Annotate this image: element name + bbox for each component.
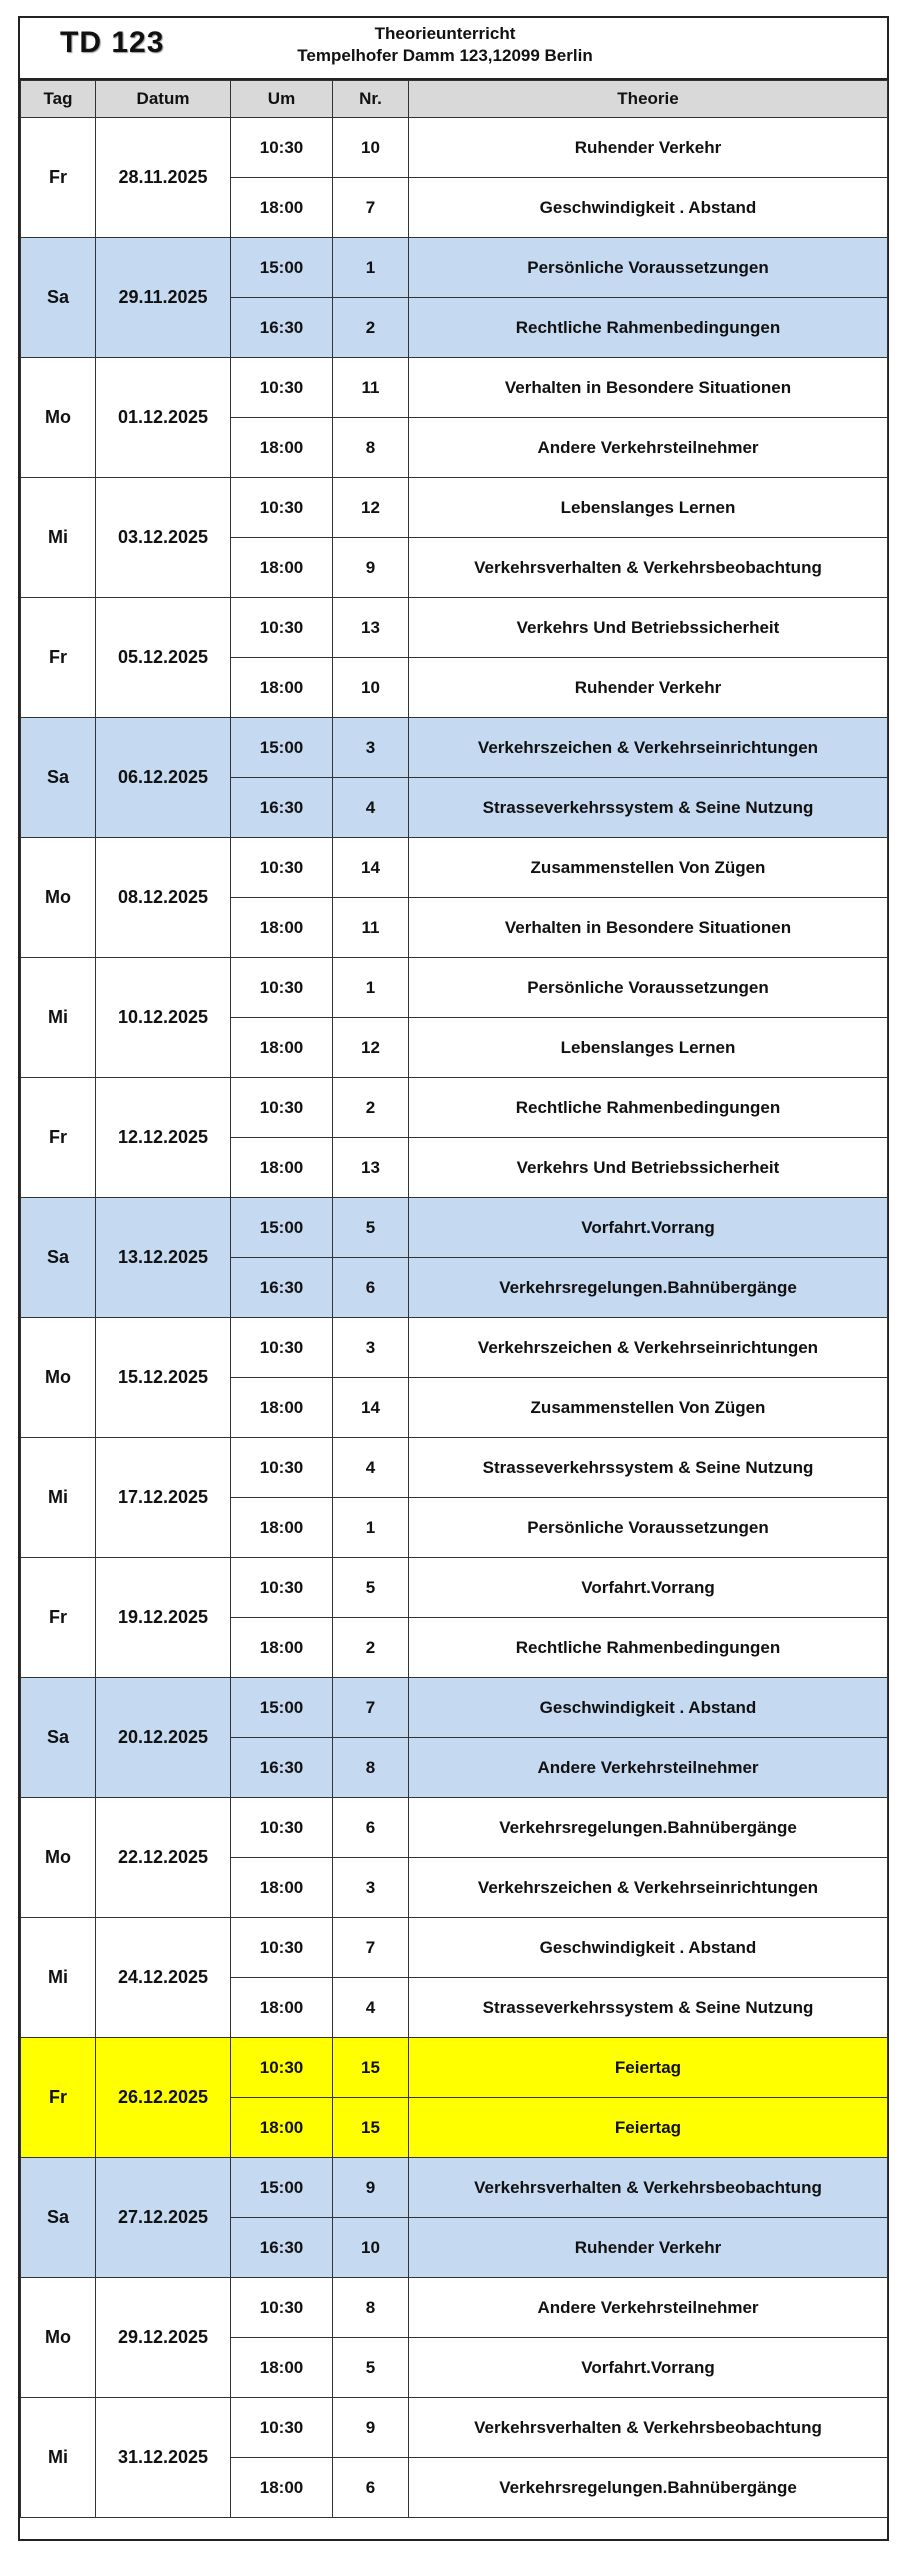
cell-um: 10:30 [231, 478, 333, 538]
cell-datum: 06.12.2025 [96, 718, 231, 838]
cell-nr: 7 [333, 178, 409, 238]
cell-theorie: Verkehrszeichen & Verkehrseinrichtungen [409, 1318, 888, 1378]
cell-theorie: Andere Verkehrsteilnehmer [409, 2278, 888, 2338]
cell-datum: 15.12.2025 [96, 1318, 231, 1438]
cell-nr: 4 [333, 1978, 409, 2038]
table-row [21, 1678, 888, 1738]
table-row [21, 1798, 888, 1858]
cell-um: 10:30 [231, 1078, 333, 1138]
cell-datum: 10.12.2025 [96, 958, 231, 1078]
cell-nr: 11 [333, 898, 409, 958]
cell-theorie: Vorfahrt.Vorrang [409, 1558, 888, 1618]
table-row [21, 2398, 888, 2458]
cell-theorie: Verkehrsregelungen.Bahnübergänge [409, 1258, 888, 1318]
cell-theorie: Verkehrsverhalten & Verkehrsbeobachtung [409, 2398, 888, 2458]
cell-nr: 8 [333, 2278, 409, 2338]
cell-um: 16:30 [231, 298, 333, 358]
cell-tag: Mi [21, 1918, 96, 2038]
cell-um: 10:30 [231, 2278, 333, 2338]
cell-datum: 31.12.2025 [96, 2398, 231, 2518]
cell-datum: 17.12.2025 [96, 1438, 231, 1558]
cell-um: 18:00 [231, 1858, 333, 1918]
cell-um: 10:30 [231, 1558, 333, 1618]
cell-datum: 05.12.2025 [96, 598, 231, 718]
cell-tag: Mo [21, 838, 96, 958]
cell-um: 18:00 [231, 538, 333, 598]
table-row [21, 1318, 888, 1378]
cell-theorie: Persönliche Voraussetzungen [409, 1498, 888, 1558]
column-header-datum: Datum [96, 81, 231, 118]
cell-nr: 2 [333, 298, 409, 358]
cell-nr: 11 [333, 358, 409, 418]
cell-nr: 7 [333, 1678, 409, 1738]
cell-datum: 03.12.2025 [96, 478, 231, 598]
cell-um: 10:30 [231, 1798, 333, 1858]
cell-datum: 28.11.2025 [96, 118, 231, 238]
cell-nr: 14 [333, 1378, 409, 1438]
cell-datum: 19.12.2025 [96, 1558, 231, 1678]
cell-nr: 3 [333, 1858, 409, 1918]
cell-um: 10:30 [231, 1918, 333, 1978]
table-row [21, 1198, 888, 1258]
cell-nr: 6 [333, 1798, 409, 1858]
cell-um: 18:00 [231, 418, 333, 478]
cell-nr: 12 [333, 478, 409, 538]
cell-tag: Fr [21, 598, 96, 718]
cell-datum: 22.12.2025 [96, 1798, 231, 1918]
cell-um: 10:30 [231, 838, 333, 898]
cell-nr: 7 [333, 1918, 409, 1978]
cell-um: 10:30 [231, 958, 333, 1018]
cell-theorie: Verkehrszeichen & Verkehrseinrichtungen [409, 1858, 888, 1918]
cell-tag: Fr [21, 2038, 96, 2158]
cell-nr: 9 [333, 2398, 409, 2458]
cell-theorie: Verkehrsverhalten & Verkehrsbeobachtung [409, 538, 888, 598]
cell-nr: 2 [333, 1078, 409, 1138]
cell-um: 18:00 [231, 1378, 333, 1438]
cell-nr: 10 [333, 118, 409, 178]
cell-um: 10:30 [231, 2038, 333, 2098]
table-row [21, 1078, 888, 1138]
cell-nr: 4 [333, 1438, 409, 1498]
cell-theorie: Lebenslanges Lernen [409, 1018, 888, 1078]
cell-tag: Mi [21, 1438, 96, 1558]
cell-nr: 1 [333, 958, 409, 1018]
cell-nr: 13 [333, 1138, 409, 1198]
cell-um: 10:30 [231, 1318, 333, 1378]
cell-theorie: Zusammenstellen Von Zügen [409, 838, 888, 898]
cell-theorie: Ruhender Verkehr [409, 2218, 888, 2278]
cell-nr: 8 [333, 418, 409, 478]
cell-um: 18:00 [231, 178, 333, 238]
cell-theorie: Strasseverkehrssystem & Seine Nutzung [409, 1438, 888, 1498]
cell-datum: 27.12.2025 [96, 2158, 231, 2278]
cell-um: 18:00 [231, 1138, 333, 1198]
cell-theorie: Persönliche Voraussetzungen [409, 238, 888, 298]
cell-um: 15:00 [231, 1198, 333, 1258]
table-row [21, 718, 888, 778]
cell-tag: Mo [21, 1318, 96, 1438]
cell-tag: Mi [21, 2398, 96, 2518]
cell-um: 18:00 [231, 1978, 333, 2038]
cell-tag: Fr [21, 1078, 96, 1198]
cell-nr: 14 [333, 838, 409, 898]
column-header-tag: Tag [21, 81, 96, 118]
cell-theorie: Feiertag [409, 2098, 888, 2158]
cell-tag: Sa [21, 1678, 96, 1798]
cell-datum: 01.12.2025 [96, 358, 231, 478]
column-header-um: Um [231, 81, 333, 118]
cell-nr: 10 [333, 658, 409, 718]
cell-um: 10:30 [231, 358, 333, 418]
table-row [21, 598, 888, 658]
address: Tempelhofer Damm 123,12099 Berlin [297, 46, 593, 65]
schedule-table [20, 80, 888, 2518]
cell-um: 10:30 [231, 2398, 333, 2458]
cell-um: 10:30 [231, 598, 333, 658]
cell-theorie: Ruhender Verkehr [409, 658, 888, 718]
cell-datum: 26.12.2025 [96, 2038, 231, 2158]
cell-theorie: Verkehrs Und Betriebssicherheit [409, 598, 888, 658]
cell-theorie: Ruhender Verkehr [409, 118, 888, 178]
cell-um: 15:00 [231, 2158, 333, 2218]
cell-um: 15:00 [231, 238, 333, 298]
schedule-body [21, 118, 888, 2518]
page-title: Theorieunterricht [374, 24, 516, 43]
cell-datum: 12.12.2025 [96, 1078, 231, 1198]
cell-nr: 6 [333, 2458, 409, 2518]
cell-theorie: Andere Verkehrsteilnehmer [409, 1738, 888, 1798]
cell-um: 18:00 [231, 2098, 333, 2158]
cell-theorie: Feiertag [409, 2038, 888, 2098]
table-row [21, 958, 888, 1018]
cell-theorie: Andere Verkehrsteilnehmer [409, 418, 888, 478]
cell-nr: 4 [333, 778, 409, 838]
table-row [21, 358, 888, 418]
cell-um: 18:00 [231, 1018, 333, 1078]
cell-theorie: Verkehrsregelungen.Bahnübergänge [409, 2458, 888, 2518]
cell-um: 10:30 [231, 118, 333, 178]
cell-nr: 5 [333, 1558, 409, 1618]
cell-datum: 20.12.2025 [96, 1678, 231, 1798]
cell-datum: 24.12.2025 [96, 1918, 231, 2038]
cell-nr: 1 [333, 1498, 409, 1558]
cell-nr: 2 [333, 1618, 409, 1678]
cell-nr: 10 [333, 2218, 409, 2278]
cell-theorie: Geschwindigkeit . Abstand [409, 178, 888, 238]
cell-tag: Sa [21, 2158, 96, 2278]
cell-tag: Sa [21, 238, 96, 358]
cell-theorie: Zusammenstellen Von Zügen [409, 1378, 888, 1438]
cell-um: 18:00 [231, 2338, 333, 2398]
cell-nr: 3 [333, 718, 409, 778]
cell-theorie: Rechtliche Rahmenbedingungen [409, 1618, 888, 1678]
table-row [21, 1438, 888, 1498]
cell-nr: 8 [333, 1738, 409, 1798]
page-header [20, 18, 887, 80]
logo: TD 123 [60, 26, 165, 59]
table-row [21, 2158, 888, 2218]
cell-theorie: Geschwindigkeit . Abstand [409, 1918, 888, 1978]
cell-um: 18:00 [231, 658, 333, 718]
cell-theorie: Strasseverkehrssystem & Seine Nutzung [409, 778, 888, 838]
cell-datum: 29.11.2025 [96, 238, 231, 358]
cell-tag: Mo [21, 2278, 96, 2398]
cell-theorie: Strasseverkehrssystem & Seine Nutzung [409, 1978, 888, 2038]
cell-nr: 9 [333, 538, 409, 598]
cell-theorie: Vorfahrt.Vorrang [409, 1198, 888, 1258]
cell-nr: 5 [333, 2338, 409, 2398]
cell-um: 18:00 [231, 898, 333, 958]
cell-theorie: Verhalten in Besondere Situationen [409, 358, 888, 418]
cell-nr: 15 [333, 2038, 409, 2098]
table-row [21, 118, 888, 178]
schedule-sheet [18, 16, 889, 2541]
cell-datum: 29.12.2025 [96, 2278, 231, 2398]
cell-tag: Fr [21, 118, 96, 238]
table-row [21, 1918, 888, 1978]
cell-um: 18:00 [231, 1498, 333, 1558]
cell-theorie: Verkehrs Und Betriebssicherheit [409, 1138, 888, 1198]
cell-theorie: Verhalten in Besondere Situationen [409, 898, 888, 958]
cell-um: 15:00 [231, 1678, 333, 1738]
cell-um: 16:30 [231, 1738, 333, 1798]
table-row [21, 2038, 888, 2098]
cell-tag: Sa [21, 718, 96, 838]
table-row [21, 838, 888, 898]
column-header-nr: Nr. [333, 81, 409, 118]
cell-nr: 12 [333, 1018, 409, 1078]
table-row [21, 1558, 888, 1618]
cell-um: 18:00 [231, 2458, 333, 2518]
cell-datum: 08.12.2025 [96, 838, 231, 958]
cell-nr: 6 [333, 1258, 409, 1318]
cell-theorie: Persönliche Voraussetzungen [409, 958, 888, 1018]
cell-nr: 5 [333, 1198, 409, 1258]
cell-tag: Mi [21, 478, 96, 598]
cell-nr: 3 [333, 1318, 409, 1378]
table-header-row [21, 81, 888, 118]
cell-theorie: Verkehrsregelungen.Bahnübergänge [409, 1798, 888, 1858]
column-header-theorie: Theorie [409, 81, 888, 118]
cell-theorie: Rechtliche Rahmenbedingungen [409, 1078, 888, 1138]
cell-um: 15:00 [231, 718, 333, 778]
cell-theorie: Verkehrsverhalten & Verkehrsbeobachtung [409, 2158, 888, 2218]
cell-theorie: Lebenslanges Lernen [409, 478, 888, 538]
cell-tag: Fr [21, 1558, 96, 1678]
cell-nr: 9 [333, 2158, 409, 2218]
cell-um: 16:30 [231, 1258, 333, 1318]
table-row [21, 2278, 888, 2338]
cell-nr: 1 [333, 238, 409, 298]
table-row [21, 478, 888, 538]
cell-nr: 13 [333, 598, 409, 658]
cell-tag: Sa [21, 1198, 96, 1318]
table-row [21, 238, 888, 298]
cell-tag: Mo [21, 1798, 96, 1918]
cell-um: 16:30 [231, 778, 333, 838]
cell-um: 16:30 [231, 2218, 333, 2278]
cell-tag: Mi [21, 958, 96, 1078]
cell-theorie: Vorfahrt.Vorrang [409, 2338, 888, 2398]
cell-theorie: Geschwindigkeit . Abstand [409, 1678, 888, 1738]
cell-um: 10:30 [231, 1438, 333, 1498]
cell-theorie: Verkehrszeichen & Verkehrseinrichtungen [409, 718, 888, 778]
cell-um: 18:00 [231, 1618, 333, 1678]
cell-datum: 13.12.2025 [96, 1198, 231, 1318]
cell-nr: 15 [333, 2098, 409, 2158]
cell-theorie: Rechtliche Rahmenbedingungen [409, 298, 888, 358]
title-block [210, 23, 680, 67]
cell-tag: Mo [21, 358, 96, 478]
